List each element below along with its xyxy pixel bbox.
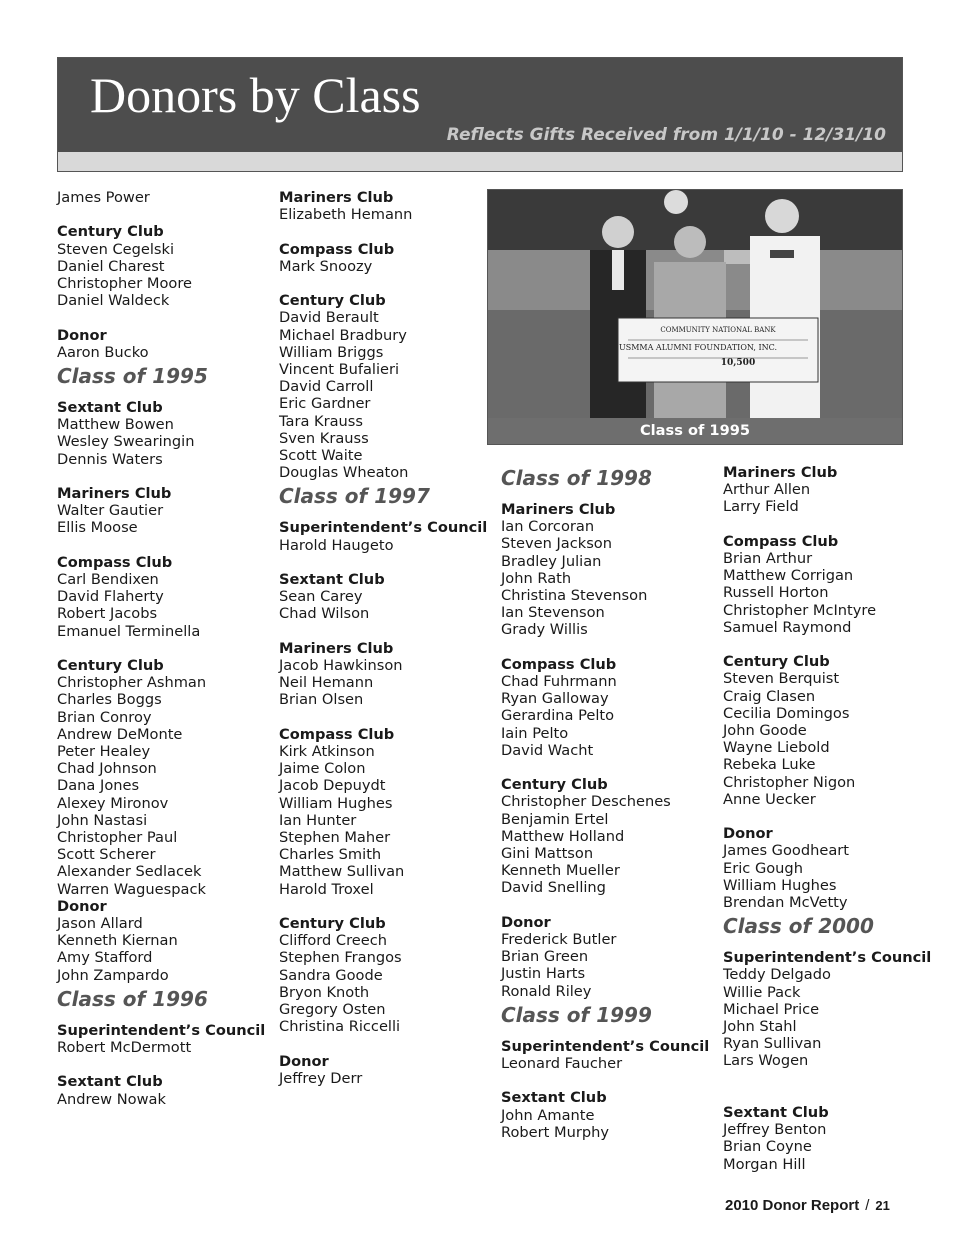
donor-name: Brian Arthur (723, 550, 813, 567)
spacer (279, 275, 494, 292)
donor-name: Scott Waite (279, 447, 363, 465)
donor-name: John Rath (501, 569, 572, 587)
donor-name: Michael Bradbury (279, 326, 407, 344)
donor-name: Gregory Osten (279, 1001, 386, 1019)
donor-name: Brian Green (501, 948, 589, 966)
spacer (57, 1056, 272, 1073)
class-year-heading: Class of 1995 (57, 364, 208, 388)
spacer (501, 1072, 716, 1089)
donor-name: Carl Bendixen (57, 571, 159, 588)
check-payee: USMMA ALUMNI FOUNDATION, INC. (619, 343, 777, 352)
donor-name: Robert Murphy (501, 1123, 610, 1141)
giving-level-heading: Donor (279, 1052, 329, 1070)
giving-level-heading: Compass Club (279, 240, 395, 258)
donor-name: Matthew Corrigan (723, 567, 854, 585)
donor-name: Tara Krauss (279, 412, 363, 430)
spacer (57, 468, 272, 485)
footer-separator: / (865, 1197, 870, 1214)
spacer (501, 897, 716, 914)
donor-name: Aaron Bucko (57, 343, 149, 361)
donor-name: Kenneth Kiernan (57, 932, 178, 950)
donor-name: Lars Wogen (723, 1052, 809, 1070)
spacer (279, 623, 494, 640)
donor-name: Chad Wilson (279, 605, 370, 623)
giving-level-heading: Mariners Club (501, 501, 616, 518)
donor-name: Sven Krauss (279, 429, 369, 447)
donor-name: Alexander Sedlacek (57, 863, 202, 881)
photo-caption: Class of 1995 (488, 418, 902, 444)
donor-name: Jacob Depuydt (279, 777, 386, 795)
donor-name: Jacob Hawkinson (279, 657, 403, 675)
donor-name: Wayne Liebold (723, 739, 830, 757)
giving-level-heading: Sextant Club (501, 1089, 607, 1107)
spacer (279, 898, 494, 915)
class-year-heading: Class of 1998 (501, 466, 652, 490)
donor-name: Harold Troxel (279, 880, 374, 898)
donor-name: Christina Riccelli (279, 1018, 401, 1036)
donor-name: Kirk Atkinson (279, 743, 375, 761)
giving-level-heading: Donor (501, 913, 551, 931)
donor-name: John Amante (501, 1106, 595, 1124)
donor-name: Christina Stevenson (501, 587, 648, 605)
giving-level-heading: Superintendent’s Council (723, 949, 932, 967)
donor-name: Brian Conroy (57, 708, 152, 726)
donor-name: Michael Price (723, 1000, 820, 1018)
donor-name: Kenneth Mueller (501, 862, 620, 880)
page-number: 21 (875, 1198, 890, 1213)
donor-name: David Wacht (501, 741, 594, 759)
spacer (723, 636, 943, 653)
donor-name: Ryan Galloway (501, 690, 609, 708)
donor-name: Ian Stevenson (501, 604, 605, 622)
donor-name: Samuel Raymond (723, 618, 852, 636)
donor-name: Sean Carey (279, 588, 363, 606)
donor-name: Christopher Paul (57, 829, 178, 847)
donor-column-4 (723, 464, 943, 1173)
donor-name: Dennis Waters (57, 450, 163, 468)
donor-name: Jason Allard (57, 915, 143, 933)
donor-name: Christopher Ashman (57, 674, 207, 692)
spacer (279, 223, 494, 240)
giving-level-heading: Mariners Club (723, 464, 838, 481)
donor-column-3 (501, 463, 716, 1141)
giving-level-heading: Sextant Club (279, 571, 385, 589)
donor-name: Peter Healey (57, 743, 151, 761)
donor-name: Dana Jones (57, 777, 140, 795)
donor-name: William Briggs (279, 343, 384, 361)
donor-name: John Nastasi (57, 811, 148, 829)
donor-name: Leonard Faucher (501, 1055, 623, 1073)
spacer (723, 1070, 943, 1087)
donor-name: Bradley Julian (501, 552, 602, 570)
donor-column-2 (279, 189, 494, 1087)
donor-name: Scott Scherer (57, 846, 156, 864)
donor-name: Brendan McVetty (723, 894, 848, 912)
donor-name: Ian Hunter (279, 811, 357, 829)
donor-name: Ellis Moose (57, 519, 138, 537)
giving-level-heading: Century Club (57, 223, 164, 241)
giving-level-heading: Sextant Club (57, 1073, 163, 1091)
donor-name: Russell Horton (723, 584, 829, 602)
donor-name: Larry Field (723, 498, 799, 516)
donor-name: Alexey Mironov (57, 794, 169, 812)
donor-name: Vincent Bufalieri (279, 361, 400, 378)
class-photo (487, 189, 903, 445)
donor-name: John Goode (723, 722, 807, 740)
donor-name: John Stahl (723, 1018, 797, 1036)
giving-level-heading: Compass Club (723, 532, 839, 550)
giving-level-heading: Century Club (279, 292, 386, 310)
donor-name: Matthew Sullivan (279, 863, 405, 881)
donor-name: Morgan Hill (723, 1155, 806, 1173)
photo-illustration (488, 190, 903, 445)
donor-name: Walter Gautier (57, 502, 164, 520)
giving-level-heading: Mariners Club (279, 639, 394, 657)
donor-name: Stephen Frangos (279, 949, 402, 967)
spacer (723, 516, 943, 533)
donor-name: Jeffrey Benton (723, 1121, 827, 1139)
spacer (279, 554, 494, 571)
spacer (723, 1087, 943, 1104)
giving-level-heading: Century Club (723, 653, 830, 671)
donor-name: Douglas Wheaton (279, 464, 409, 482)
class-year-heading: Class of 1997 (279, 484, 430, 509)
giving-level-heading: Century Club (57, 657, 164, 674)
donor-name: William Hughes (279, 794, 393, 812)
donor-name: Ryan Sullivan (723, 1035, 822, 1053)
donor-name: David Flaherty (57, 588, 164, 606)
donor-name: Iain Pelto (501, 724, 569, 742)
donor-name: Neil Hemann (279, 674, 374, 692)
donor-name: Stephen Maher (279, 829, 391, 847)
donor-name: Andrew DeMonte (57, 725, 183, 743)
giving-level-heading: Donor (57, 897, 107, 915)
header-band (58, 58, 902, 152)
donor-name: Steven Jackson (501, 535, 612, 553)
donor-name: Sandra Goode (279, 966, 383, 984)
donor-name: Christopher McIntyre (723, 601, 877, 619)
spacer (57, 309, 272, 326)
donor-name: Amy Stafford (57, 949, 153, 967)
giving-level-heading: Superintendent’s Council (501, 1037, 710, 1055)
page-subtitle: Reflects Gifts Received from 1/1/10 - 12/31/10 (446, 125, 886, 145)
header-banner (57, 57, 903, 172)
donor-name: Benjamin Ertel (501, 810, 609, 828)
donor-column-1 (57, 189, 272, 1108)
spacer (501, 759, 716, 776)
spacer (723, 808, 943, 825)
spacer (57, 537, 272, 554)
spacer (57, 206, 272, 223)
donor-name: John Zampardo (57, 966, 169, 984)
donor-name: James Goodheart (723, 842, 850, 860)
donor-name: Jaime Colon (279, 760, 366, 778)
donor-name: Wesley Swearingin (57, 433, 195, 451)
donor-name: Robert Jacobs (57, 605, 158, 623)
donor-name: Willie Pack (723, 983, 801, 1001)
donor-name: Justin Harts (501, 965, 586, 983)
donor-name: Robert McDermott (57, 1039, 192, 1057)
footer-report-title: 2010 Donor Report (725, 1197, 860, 1214)
donor-name: Christopher Nigon (723, 773, 856, 791)
donor-name: Chad Fuhrmann (501, 673, 617, 691)
donor-name: Frederick Butler (501, 931, 617, 949)
check-bank-name: COMMUNITY NATIONAL BANK (660, 326, 776, 334)
donor-name: Eric Gough (723, 859, 803, 877)
giving-level-heading: Sextant Club (57, 399, 163, 416)
giving-level-heading: Donor (57, 326, 107, 344)
donor-name: Brian Olsen (279, 691, 364, 709)
donor-name: Christopher Deschenes (501, 793, 671, 811)
spacer (279, 1035, 494, 1052)
giving-level-heading: Superintendent’s Council (279, 519, 488, 537)
giving-level-heading: Compass Club (57, 553, 173, 571)
donor-name: David Carroll (279, 378, 374, 396)
donor-name: Teddy Delgado (723, 966, 831, 984)
donor-name: James Power (57, 189, 150, 206)
donor-name: Warren Waguespack (57, 880, 206, 898)
donor-name: Chad Johnson (57, 760, 157, 778)
giving-level-heading: Sextant Club (723, 1104, 829, 1122)
donor-name: Clifford Creech (279, 932, 388, 950)
donor-name: Eric Gardner (279, 395, 371, 413)
giving-level-heading: Compass Club (279, 725, 395, 743)
giving-level-heading: Mariners Club (279, 189, 394, 206)
donor-name: Craig Clasen (723, 687, 816, 705)
donor-name: Elizabeth Hemann (279, 206, 413, 224)
spacer (501, 639, 716, 656)
class-year-heading: Class of 1999 (501, 1002, 652, 1027)
class-year-heading: Class of 1996 (57, 986, 208, 1011)
donor-name: Gerardina Pelto (501, 707, 615, 725)
donor-name: Brian Coyne (723, 1138, 812, 1156)
donor-name: Jeffrey Derr (279, 1069, 363, 1087)
page-footer (725, 1197, 890, 1214)
giving-level-heading: Superintendent’s Council (57, 1021, 266, 1039)
donor-name: Anne Uecker (723, 790, 816, 808)
donor-name: Christopher Moore (57, 275, 192, 292)
donor-name: David Berault (279, 309, 379, 327)
donor-name: Andrew Nowak (57, 1090, 166, 1108)
donor-name: Charles Boggs (57, 691, 162, 709)
giving-level-heading: Donor (723, 825, 773, 843)
donor-name: Bryon Knoth (279, 983, 370, 1001)
donor-name: Steven Berquist (723, 670, 840, 688)
donor-name: Arthur Allen (723, 481, 811, 499)
donor-name: Daniel Waldeck (57, 292, 170, 310)
giving-level-heading: Century Club (279, 915, 386, 933)
donor-name: David Snelling (501, 879, 606, 897)
donor-name: Matthew Holland (501, 827, 625, 845)
donor-name: William Hughes (723, 876, 837, 894)
donor-name: Ian Corcoran (501, 518, 595, 536)
donor-name: Harold Haugeto (279, 536, 394, 554)
donor-name: Charles Smith (279, 846, 382, 864)
check-amount: 10,500 (720, 358, 756, 368)
donor-name: Daniel Charest (57, 257, 165, 275)
donor-name: Rebeka Luke (723, 756, 816, 774)
class-year-heading: Class of 2000 (723, 914, 874, 939)
donor-name: Matthew Bowen (57, 416, 174, 434)
giving-level-heading: Century Club (501, 776, 608, 794)
giving-level-heading: Mariners Club (57, 485, 172, 502)
spacer (57, 640, 272, 657)
donor-name: Grady Willis (501, 621, 588, 639)
donor-name: Cecilia Domingos (723, 704, 850, 722)
donor-name: Gini Mattson (501, 845, 594, 863)
donor-name: Mark Snoozy (279, 257, 373, 275)
giving-level-heading: Compass Club (501, 655, 617, 673)
donor-name: Ronald Riley (501, 982, 592, 1000)
donor-name: Emanuel Terminella (57, 622, 201, 640)
donor-name: Steven Cegelski (57, 240, 175, 258)
spacer (279, 709, 494, 726)
page-title: Donors by Class (90, 67, 421, 123)
